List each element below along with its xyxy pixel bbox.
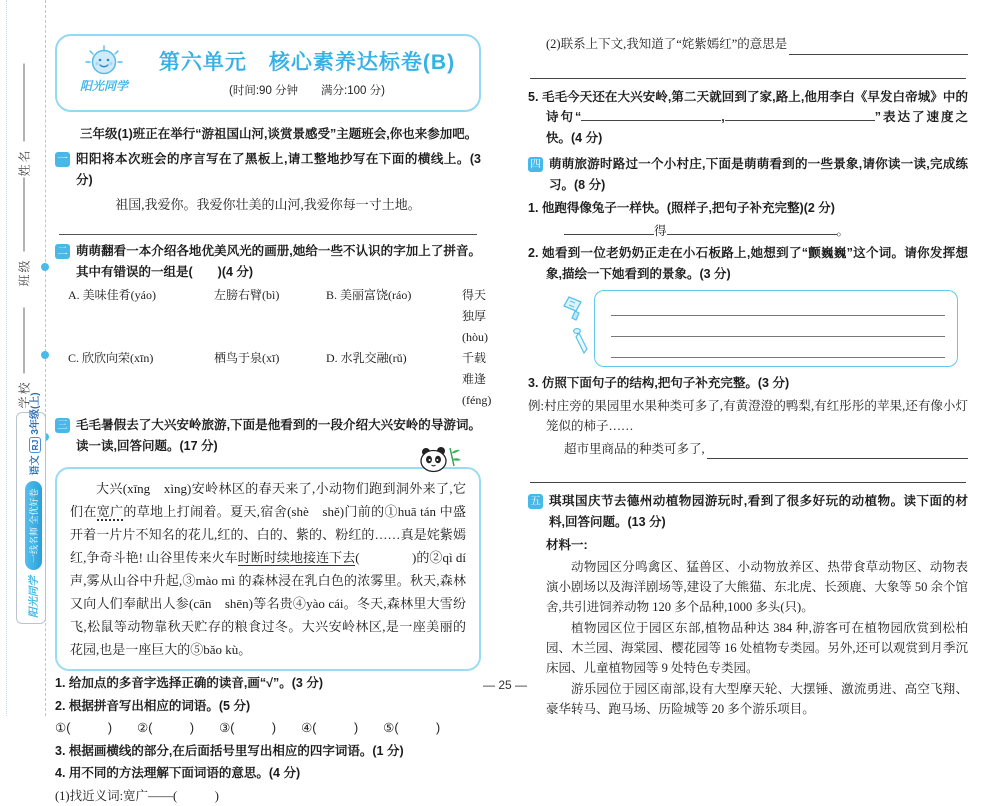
- answer-blank-line: [530, 55, 966, 79]
- copy-model-text: 祖国,我爱你。我爱你壮美的山河,我爱你每一寸土地。: [55, 194, 481, 213]
- question-1-stem: 阳阳将本次班会的序言写在了黑板上,请工整地抄写在下面的横线上。(3 分): [76, 149, 481, 191]
- writing-answer-box: [594, 290, 958, 367]
- right-column: [528, 34, 968, 719]
- option-cell: D. 水乳交融(rǔ): [326, 348, 462, 411]
- q4-sub2: 2. 她看到一位老奶奶正走在小石板路上,她想到了“颤巍巍”这个词。请你发挥想象,描绘一下她看到的景象。(3 分): [528, 243, 968, 284]
- option-cell: 千载难逢(féng): [462, 348, 491, 411]
- material-paragraph: 游乐园位于园区南部,设有大型摩天轮、大摆锤、激流勇进、高空飞翔、豪华转马、跑马场、历险城等 20 多个游乐项目。: [528, 679, 968, 719]
- cut-dot: [41, 351, 49, 359]
- passage-segment: 大兴(xīng xìng)安岭林区的春天来了,小动物们跑到洞外来了,它们在: [70, 481, 466, 519]
- option-cell: 左膀右臂(bì): [214, 285, 326, 348]
- brand-name: 阳光同学: [69, 77, 139, 94]
- option-cell: 栖鸟于泉(xī): [214, 348, 326, 411]
- fill-blank-1: [564, 222, 654, 235]
- passage-segment: 的草地上打闹着。夏天,宿舍(shè shě)门前的①huā tán 中盛开着一片片不知名的花儿,红的、白的、紫的、粉红的……真是姹紫嫣红,争奇斗艳! 山谷里传来火车: [70, 504, 466, 565]
- q3-sub5-comma: ,: [721, 110, 724, 124]
- option-cell: B. 美丽富饶(ráo): [326, 285, 462, 348]
- q4-sub3-example: 例:村庄旁的果园里水果种类可多了,有黄澄澄的鸭梨,有红彤彤的苹果,还有像小灯笼似的柿子……: [528, 396, 968, 437]
- q4-sub1: 1. 他跑得像兔子一样快。(照样子,把句子补充完整)(2 分): [528, 198, 968, 219]
- brush-and-pen-icon: [561, 293, 595, 362]
- material-paragraph: 植物园区位于园区东部,植物品种达 384 种,游客可在植物园欣赏到松柏园、木兰园、海棠园、樱花园等 16 处植物专类园。另外,还可以观赏到月季沉床园、儿童植物园等 9 处特色专类园。: [528, 618, 968, 678]
- q3-sub1: 1. 给加点的多音字选择正确的读音,画“√”。(3 分): [55, 673, 481, 694]
- question-5-marker: 五: [528, 494, 543, 509]
- passage-text: [70, 477, 466, 661]
- student-class-field: [16, 177, 33, 286]
- series-badge: [16, 412, 46, 624]
- class-label: 班级: [16, 258, 33, 286]
- page-edge-line: [6, 0, 7, 716]
- paper-time-score: (时间:90 分钟 满分:100 分): [143, 82, 471, 98]
- page-footer: [430, 678, 580, 692]
- poem-blank-2: [725, 108, 875, 121]
- question-2: [55, 241, 481, 283]
- answer-blank-line: [530, 459, 966, 483]
- fill-period: 。: [837, 224, 850, 238]
- q3-sub4-2-text: (2)联系上下文,我知道了“姹紫嫣红”的意思是: [546, 34, 787, 55]
- brand-logo: [69, 44, 139, 94]
- question-4-marker: 四: [528, 157, 543, 172]
- badge-edition: RJ: [29, 437, 41, 454]
- poem-blank-1: [581, 108, 721, 121]
- intro-text: 三年级(1)班正在举行“游祖国山河,谈赏景感受”主题班会,你也来参加吧。: [55, 124, 481, 145]
- answer-write-line: [611, 295, 945, 316]
- option-cell: C. 欣欣向荣(xīn): [68, 348, 214, 411]
- answer-blank: [707, 458, 968, 459]
- q3-sub5: [528, 87, 968, 149]
- sun-face-icon: [73, 44, 135, 78]
- passage-segment: ( )的②qì dí 声,雾从山谷中升起,③mào mì 的森林浸在乳白色的浓雾里。秋天,森林又向人们奉献出人参(cān shēn)等名贵④yào cái。冬天,森林里大雪纷飞,松鼠等动物靠秋天贮存的粮食过冬。大兴安岭林区,是一座美丽的花园,也是一座巨大的⑤bǎo kù。: [70, 550, 466, 657]
- badge-subject: 语文RJ3年级(上): [26, 392, 41, 475]
- name-label: 姓名: [16, 148, 33, 176]
- question-3-stem: 毛毛暑假去了大兴安岭旅游,下面是他看到的一段介绍大兴安岭的导游词。读一读,回答问题。(17 分): [76, 415, 481, 457]
- answer-write-line: [611, 337, 945, 358]
- q3-sub4-2: [528, 34, 968, 55]
- copy-answer-line: [59, 213, 477, 235]
- reading-passage-box: [55, 467, 481, 671]
- paper-title-box: [55, 34, 481, 112]
- class-write-line: [24, 177, 25, 251]
- question-4-stem: 萌萌旅游时路过一个小村庄,下面是萌萌看到的一些景象,请你读一读,完成练习。(8 分): [549, 154, 968, 196]
- cut-dot: [41, 263, 49, 271]
- material-paragraph: 动物园区分鸣禽区、猛兽区、小动物放养区、热带食草动物区、动物表演小剧场以及海洋剧场等,建设了大熊猫、东北虎、长颈鹿、大象等 50 余个馆舍,共引进饲养动物 120 多个品种,1000 多头(只)。: [528, 557, 968, 617]
- material-label: 材料一:: [528, 535, 968, 556]
- q3-sub2: 2. 根据拼音写出相应的词语。(5 分): [55, 696, 481, 717]
- left-column: [55, 34, 481, 806]
- answer-write-line: [611, 316, 945, 337]
- badge-slogan: 一线名师 全优好卷: [25, 481, 42, 570]
- page-number: — 25 —: [483, 678, 527, 692]
- passage-segment-dotted: 宽广: [97, 504, 124, 521]
- school-write-line: [24, 307, 25, 373]
- passage-segment-underlined: 时断时续地接连下去: [238, 550, 356, 566]
- question-5-stem: 琪琪国庆节去德州动植物园游玩时,看到了很多好玩的动植物。读下面的材料,回答问题。(13 分): [549, 491, 968, 533]
- student-name-field: [16, 63, 33, 176]
- fill-word: 得: [654, 224, 667, 238]
- fill-blank-2: [667, 222, 837, 235]
- option-cell: A. 美味佳肴(yáo): [68, 285, 214, 348]
- question-2-marker: 二: [55, 244, 70, 259]
- paper-title: 第六单元 核心素养达标卷(B): [143, 46, 471, 76]
- question-5: [528, 491, 968, 533]
- q3-sub4: 4. 用不同的方法理解下面词语的意思。(4 分): [55, 763, 481, 784]
- q4-sub1-fill: [528, 221, 968, 242]
- question-1-marker: 一: [55, 152, 70, 167]
- q3-sub2-blanks: ①( ) ②( ) ③( ) ④( ) ⑤( ): [55, 718, 481, 739]
- school-label: 学校: [16, 380, 33, 408]
- q4-prompt-text: 超市里商品的种类可多了,: [564, 439, 705, 460]
- answer-blank: [789, 54, 968, 55]
- question-1: [55, 149, 481, 191]
- question-2-stem: 萌萌翻看一本介绍各地优美风光的画册,她给一些不认识的字加上了拼音。其中有错误的一组是( )(4 分): [76, 241, 481, 283]
- badge-brand: 阳光同学: [26, 576, 41, 618]
- option-cell: 得天独厚(hòu): [462, 285, 491, 348]
- question-4: [528, 154, 968, 196]
- q4-sub3: 3. 仿照下面句子的结构,把句子补充完整。(3 分): [528, 373, 968, 394]
- question-3-marker: 三: [55, 418, 70, 433]
- q3-sub3: 3. 根据画横线的部分,在后面括号里写出相应的四字词语。(1 分): [55, 741, 481, 762]
- question-2-options: [55, 285, 481, 411]
- panda-icon: [417, 445, 463, 482]
- q3-sub5-text1: 5. 毛毛今天还在大兴安岭,第二天就回到了家,路上,他用李白《早发白帝城》中的诗句“: [528, 90, 968, 125]
- q3-sub4-1: (1)找近义词:宽广——( ): [55, 786, 481, 806]
- q3-sub5-text2: ”表达了速度之快。(4 分): [546, 110, 968, 145]
- name-write-line: [24, 63, 25, 141]
- q4-sub3-prompt: [528, 439, 968, 460]
